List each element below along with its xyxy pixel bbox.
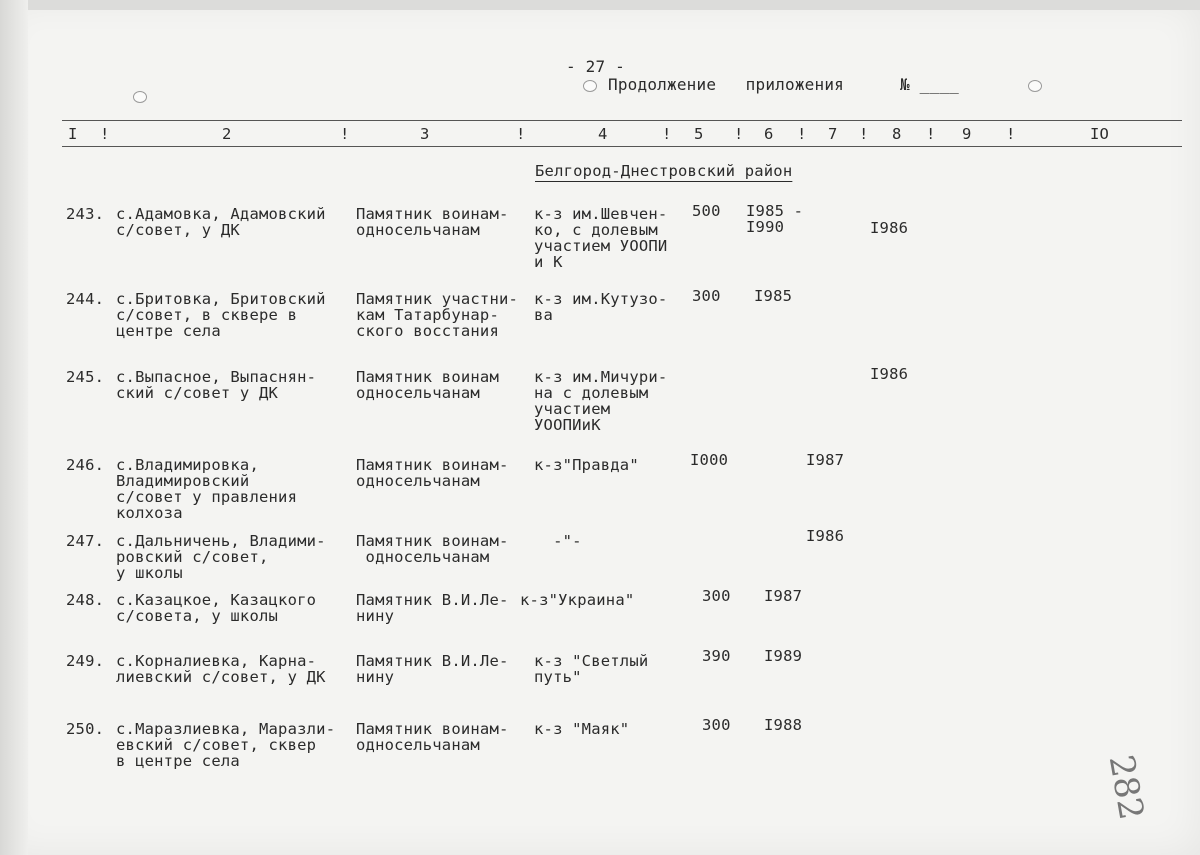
col-10-header: IO <box>1090 125 1110 143</box>
row-col6: I987 <box>764 587 803 605</box>
punch-hole-center <box>583 80 597 92</box>
col-separator: ! <box>734 125 744 143</box>
col-separator: ! <box>100 125 110 143</box>
row-col5: I000 <box>690 451 729 469</box>
col-8-header: 8 <box>892 125 902 143</box>
row-place: с.Казацкое, Казацкого с/совета, у школы <box>116 591 317 625</box>
col-1-header: I <box>68 125 78 143</box>
header-bottom-rule <box>62 146 1182 147</box>
col-5-header: 5 <box>694 125 704 143</box>
punch-hole-right <box>1028 80 1042 92</box>
row-place: с.Корналиевка, Карна- лиевский с/совет, у ДК <box>116 652 326 686</box>
row-col7: I987 <box>806 451 845 469</box>
row-organization: к-з им.Мичури- на с долевым участием УООПИиК <box>534 368 668 434</box>
row-monument: Памятник воинам- односельчанам <box>356 720 509 754</box>
col-separator: ! <box>859 125 869 143</box>
row-organization: к-з"Правда" <box>534 456 639 474</box>
row-monument: Памятник воинам односельчанам <box>356 368 499 402</box>
row-col5: 300 <box>702 587 731 605</box>
col-separator: ! <box>926 125 936 143</box>
row-col6: I988 <box>764 716 803 734</box>
row-monument: Памятник В.И.Ле- нину <box>356 591 509 625</box>
col-7-header: 7 <box>828 125 838 143</box>
col-separator: ! <box>1006 125 1016 143</box>
row-number: 244. <box>66 290 105 308</box>
row-place: с.Дальничень, Владими- ровский с/совет, у школы <box>116 532 326 582</box>
row-organization: к-з "Светлый путь" <box>534 652 649 686</box>
row-col6: I989 <box>764 647 803 665</box>
row-organization: к-з им.Шевчен- ко, с долевым участием УООПИ и К <box>534 205 668 271</box>
row-place: с.Выпасное, Выпаснян- ский с/совет у ДК <box>116 368 317 402</box>
col-3-header: 3 <box>420 125 430 143</box>
row-monument: Памятник участни- кам Татарбунар- ского восстания <box>356 290 519 340</box>
row-col6: I985 - I990 <box>746 202 804 236</box>
row-organization: -"- <box>534 532 582 550</box>
col-separator: ! <box>797 125 807 143</box>
row-number: 243. <box>66 205 105 223</box>
row-number: 245. <box>66 368 105 386</box>
number-mark: № ____ <box>900 75 959 94</box>
row-number: 250. <box>66 720 105 738</box>
col-2-header: 2 <box>222 125 232 143</box>
row-monument: Памятник воинам- односельчанам <box>356 205 509 239</box>
row-monument: Памятник В.И.Ле- нину <box>356 652 509 686</box>
row-col8: I986 <box>870 365 909 383</box>
col-separator: ! <box>340 125 350 143</box>
row-organization: к-з "Маяк" <box>534 720 630 738</box>
row-col5: 300 <box>692 287 721 305</box>
col-4-header: 4 <box>598 125 608 143</box>
row-organization: к-з им.Кутузо- ва <box>534 290 668 324</box>
col-separator: ! <box>516 125 526 143</box>
punch-hole-left <box>133 91 147 103</box>
col-separator: ! <box>662 125 672 143</box>
col-6-header: 6 <box>764 125 774 143</box>
row-monument: Памятник воинам- односельчанам <box>356 456 509 490</box>
handwritten-page-number: 282 <box>1100 752 1152 823</box>
row-place: с.Адамовка, Адамовский с/совет, у ДК <box>116 205 326 239</box>
row-col5: 300 <box>702 716 731 734</box>
row-organization: к-з"Украина" <box>520 591 635 609</box>
col-9-header: 9 <box>962 125 972 143</box>
row-place: с.Бритовка, Бритовский с/совет, в сквере в центре села <box>116 290 326 340</box>
row-monument: Памятник воинам- односельчанам <box>356 532 509 566</box>
row-number: 246. <box>66 456 105 474</box>
scan-left-edge <box>0 0 28 855</box>
row-number: 247. <box>66 532 105 550</box>
row-col7: I986 <box>806 527 845 545</box>
continuation-title: Продолжение приложения <box>608 75 844 94</box>
row-col5: 390 <box>702 647 731 665</box>
district-title: Белгород-Днестровский район <box>535 162 793 180</box>
row-col5: 500 <box>692 202 721 220</box>
page-number: - 27 - <box>566 57 625 76</box>
scan-top-edge <box>0 0 1200 10</box>
row-place: с.Владимировка, Владимировский с/совет у правления колхоза <box>116 456 298 522</box>
header-top-rule <box>62 120 1182 121</box>
row-place: с.Маразлиевка, Маразли- евский с/совет, сквер в центре села <box>116 720 336 770</box>
row-col6: I985 <box>754 287 793 305</box>
row-number: 249. <box>66 652 105 670</box>
row-col8: I986 <box>870 219 909 237</box>
row-number: 248. <box>66 591 105 609</box>
